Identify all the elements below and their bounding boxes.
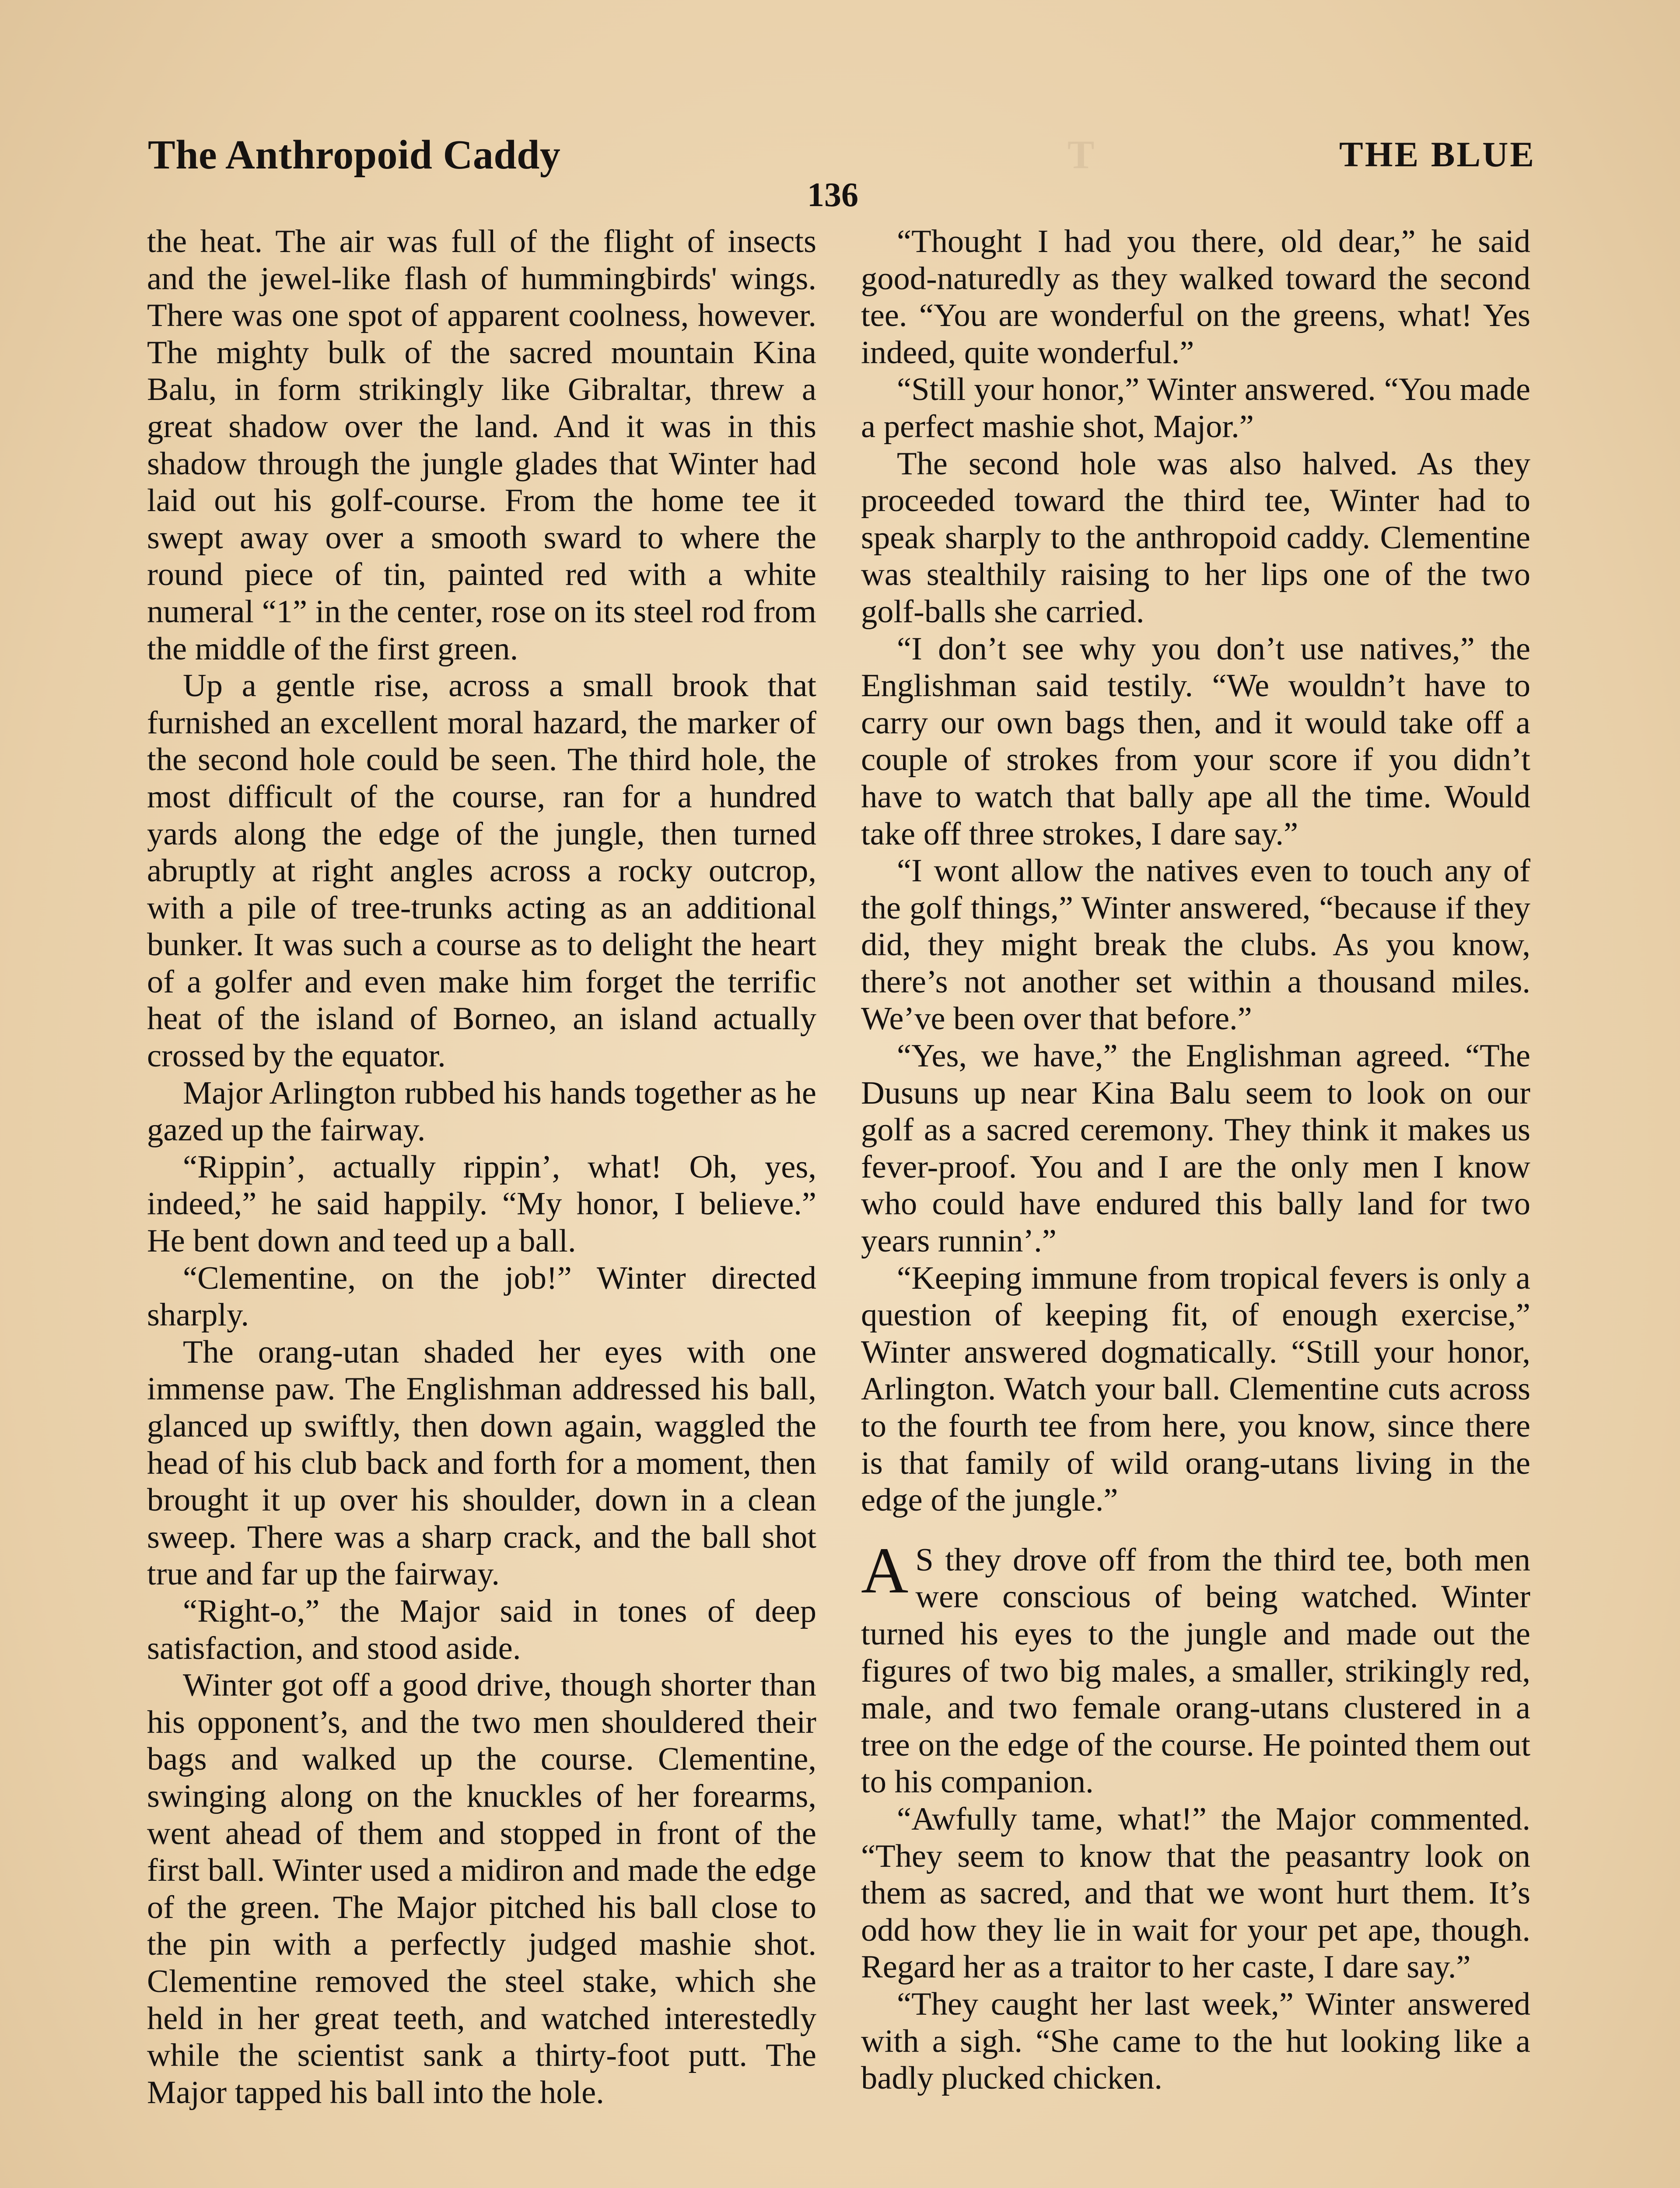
paragraph: “Yes, we have,” the Englishman agreed. “The Dusuns up near Kina Balu seem to look on our golf as a sacred ceremony. They think it makes us fever-proof. You and I are the only men I know who could have endured this bally land for two years runnin’.” <box>861 1038 1530 1259</box>
paragraph: The second hole was also halved. As they proceeded toward the third tee, Winter had to speak sharply to the anthropoid caddy. Clementine was stealthily raising to her lips one of the two golf-balls she carried. <box>861 445 1530 630</box>
paragraph: Major Arlington rubbed his hands together as he gazed up the fairway. <box>147 1075 816 1148</box>
page-number: 136 <box>807 175 858 214</box>
paragraph: “Still your honor,” Winter answered. “You made a perfect mashie shot, Major.” <box>861 372 1530 445</box>
paragraph: “They caught her last week,” Winter answered with a sigh. “She came to the hut looking like a badly plucked chicken. <box>861 1986 1530 2097</box>
paragraph: “Keeping immune from tropical fevers is only a question of keeping fit, of enough exercise,” Winter answered dogmatically. “Still your honor, Arlington. Watch your ball. Clementine cuts across to the fourth tee from here, you know, since there is that family of wild orang-utans living in the edge of the jungle.” <box>861 1260 1530 1518</box>
paragraph: “I don’t see why you don’t use natives,” the Englishman said testily. “We wouldn’t have to carry our own bags then, and it would take off a couple of strokes from your score if you didn’t have to watch that bally ape all the time. Would take off three strokes, I dare say.” <box>861 631 1530 852</box>
paragraph: “Rippin’, actually rippin’, what! Oh, yes, indeed,” he said happily. “My honor, I believe.” He bent down and teed up a ball. <box>147 1149 816 1259</box>
paragraph: the heat. The air was full of the flight of insects and the jewel-like flash of hummingbirds' wings. There was one spot of apparent coolness, however. The mighty bulk of the sacred mountain Kina Balu, in form strikingly like Gibraltar, threw a great shadow over the land. And it was in this shadow through the jungle glades that Winter had laid out his golf-course. From the home tee it swept away over a smooth sward to where the round piece of tin, painted red with a white numeral “1” in the center, rose on its steel rod from the middle of the first green. <box>147 224 816 667</box>
bleed-through-text: T <box>1068 132 1095 177</box>
paragraph: The orang-utan shaded her eyes with one immense paw. The Englishman addressed his ball, glanced up swiftly, then down again, waggled the head of his club back and forth for a moment, then brought it up over his shoulder, down in a clean sweep. There was a sharp crack, and the ball shot true and far up the fairway. <box>147 1334 816 1592</box>
section-start-paragraph <box>861 1534 1530 1801</box>
magazine-title: THE BLUE <box>1339 134 1536 174</box>
story-title: The Anthropoid Caddy <box>148 132 561 178</box>
drop-cap: A <box>861 1534 909 1607</box>
paragraph: “Thought I had you there, old dear,” he said good-naturedly as they walked toward the second tee. “You are wonderful on the greens, what! Yes indeed, quite wonderful.” <box>861 224 1530 371</box>
paragraph-text: S they drove off from the third tee, both men were conscious of being watched. Winter turned his eyes to the jungle and made out the figures of two big males, a smaller, strikingly red, male, and two female orang-utans clustered in a tree on the edge of the course. He pointed them out to his companion. <box>861 1542 1530 1800</box>
right-column <box>861 223 1530 2097</box>
paragraph: “Right-o,” the Major said in tones of deep satisfaction, and stood aside. <box>147 1593 816 1666</box>
paragraph: Up a gentle rise, across a small brook that furnished an excellent moral hazard, the marker of the second hole could be seen. The third hole, the most difficult of the course, ran for a hundred yards along the edge of the jungle, then turned abruptly at right angles across a rocky outcrop, with a pile of tree-trunks acting as an additional bunker. It was such a course as to delight the heart of a golfer and even make him forget the terrific heat of the island of Borneo, an island actually crossed by the equator. <box>147 668 816 1074</box>
paragraph: “Clementine, on the job!” Winter directed sharply. <box>147 1260 816 1333</box>
paragraph: Winter got off a good drive, though shorter than his opponent’s, and the two men shouldered their bags and walked up the course. Clementine, swinging along on the knuckles of her forearms, went ahead of them and stopped in front of the first ball. Winter used a midiron and made the edge of the green. The Major pitched his ball close to the pin with a perfectly judged mashie shot. Clementine removed the steel stake, which she held in her great teeth, and watched interestedly while the scientist sank a thirty-foot putt. The Major tapped his ball into the hole. <box>147 1667 816 2111</box>
paragraph: “Awfully tame, what!” the Major commented. “They seem to know that the peasantry look on them as sacred, and that we wont hurt them. It’s odd how they lie in wait for your pet ape, though. Regard her as a traitor to her caste, I dare say.” <box>861 1801 1530 1985</box>
paragraph: “I wont allow the natives even to touch any of the golf things,” Winter answered, “because if they did, they might break the clubs. As you know, there’s not another set within a thousand miles. We’ve been over that before.” <box>861 853 1530 1037</box>
left-column <box>147 223 816 2111</box>
